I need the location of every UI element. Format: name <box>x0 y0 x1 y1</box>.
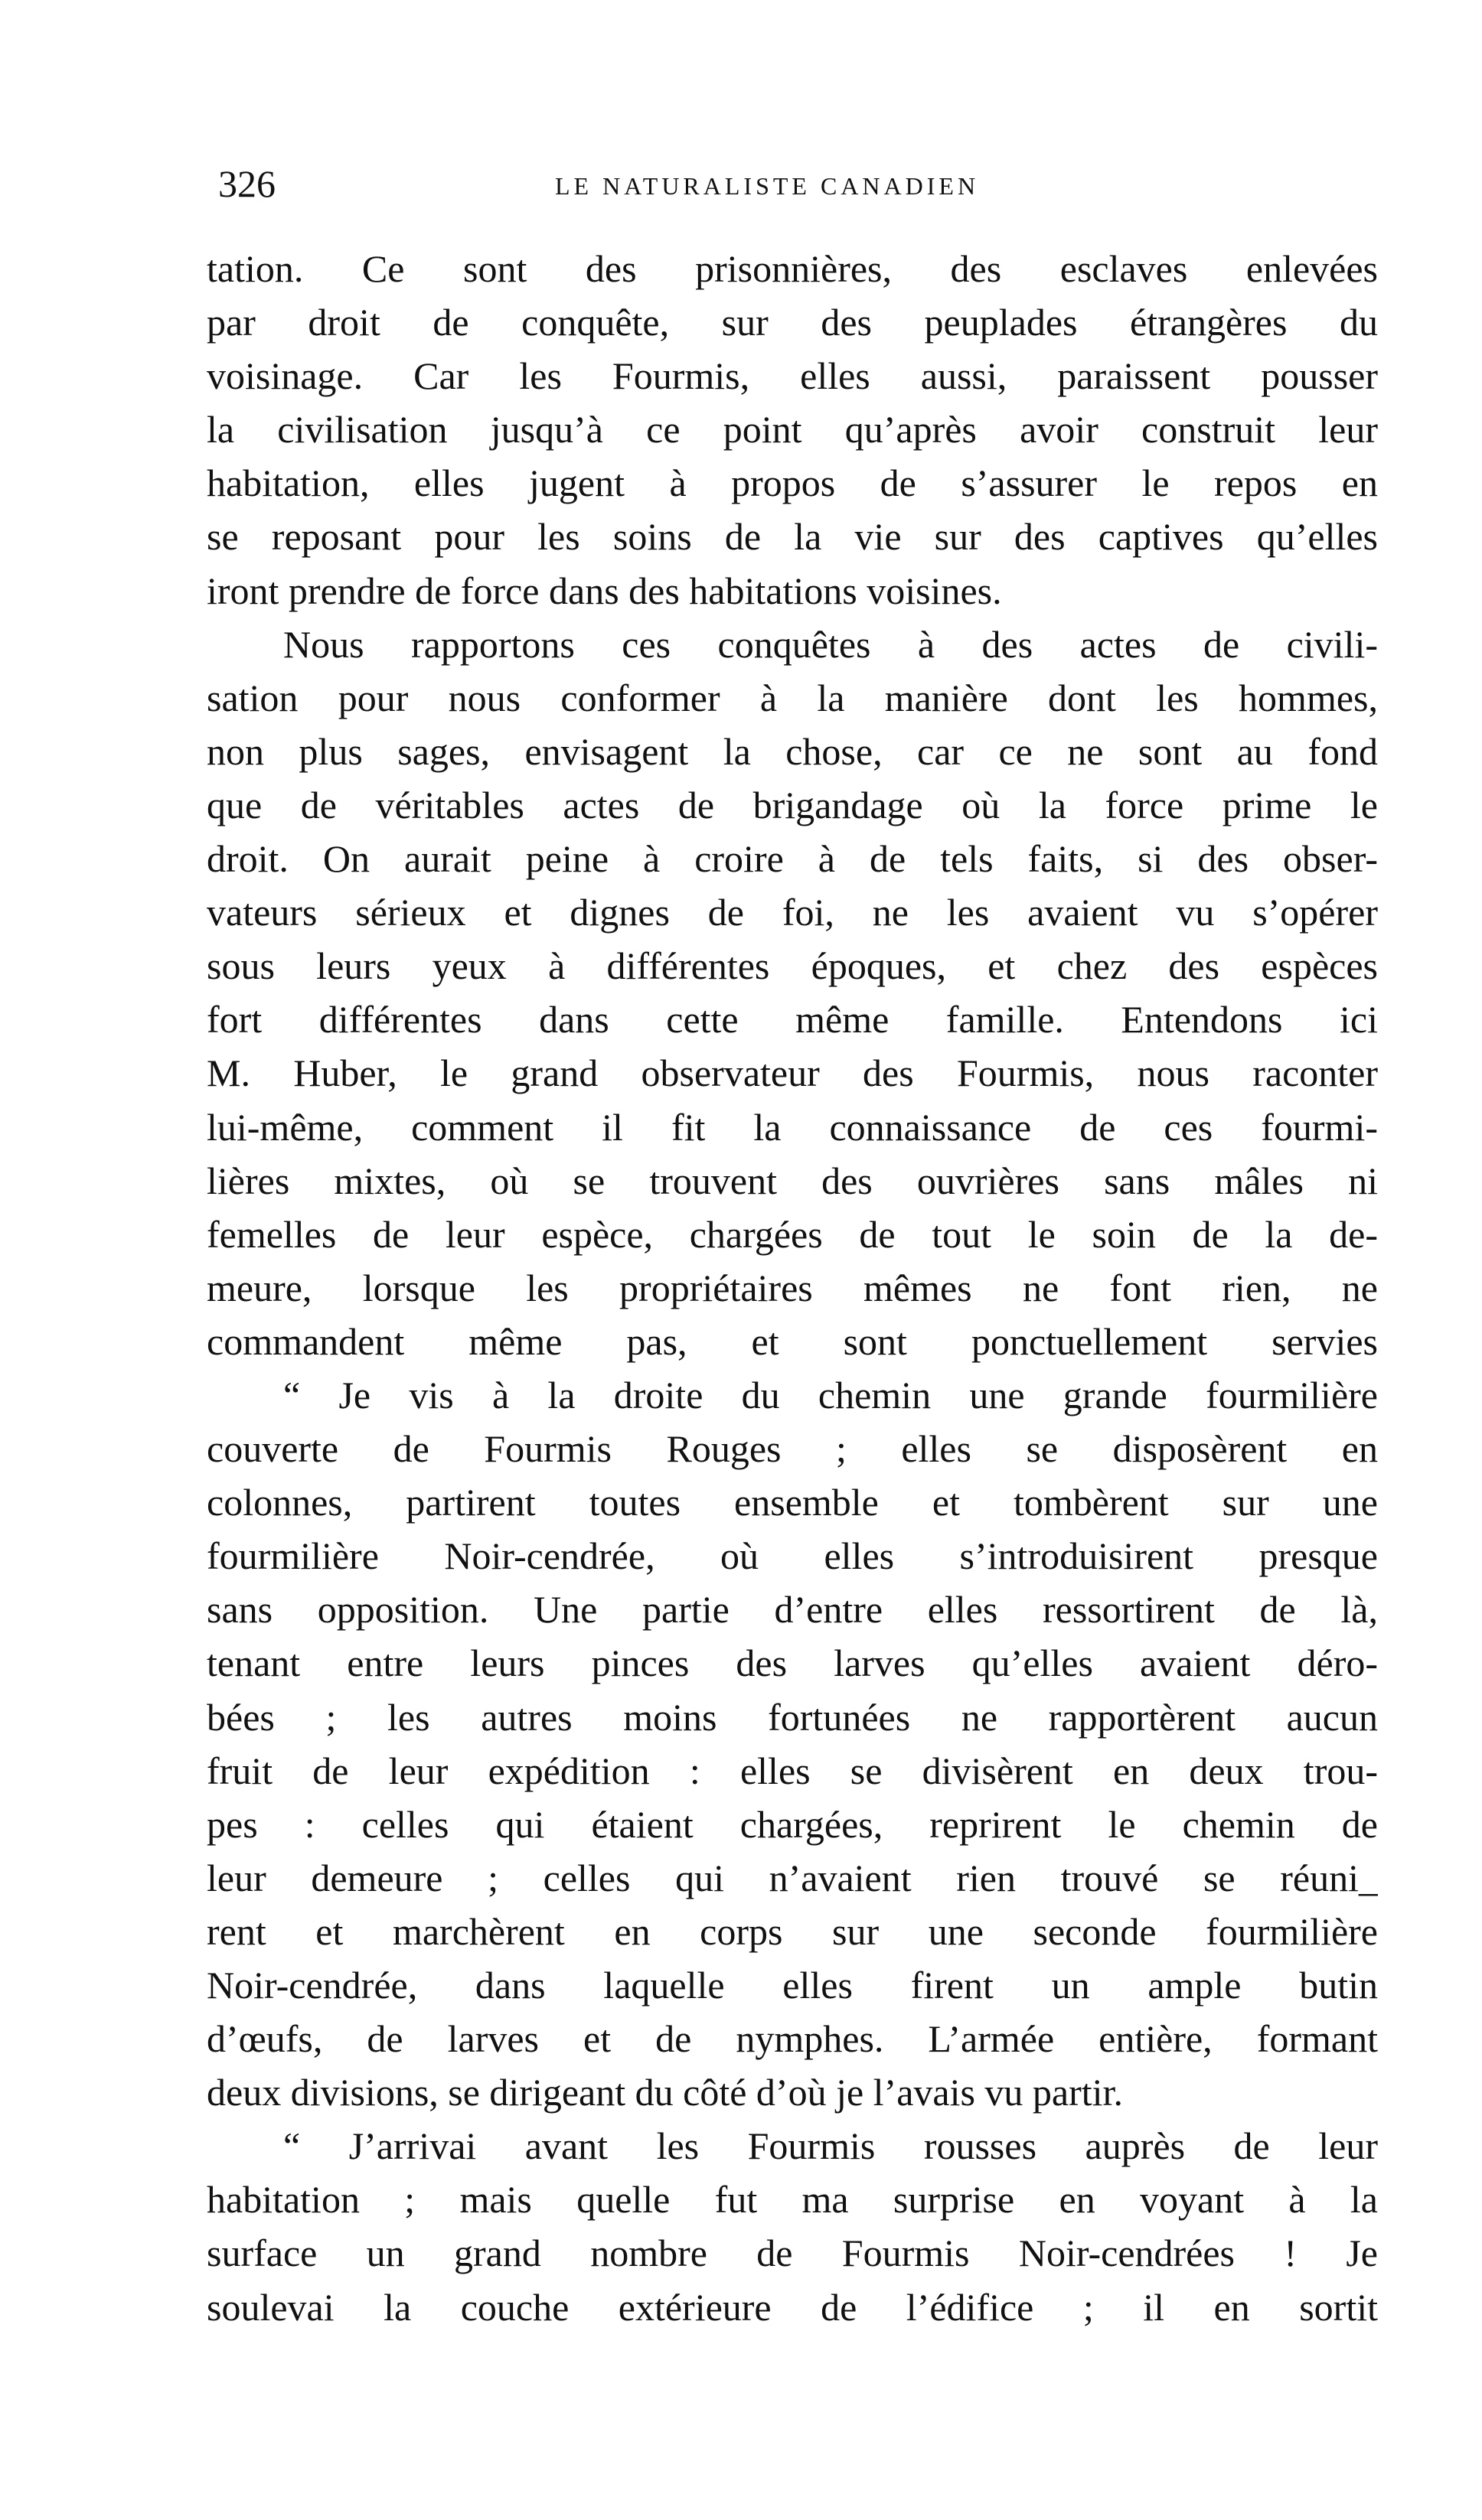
text-line: femelles de leur espèce, chargées de tout le soin de la de- <box>207 1212 1378 1256</box>
text-line: fruit de leur expédition : elles se divisèrent en deux trou- <box>207 1749 1378 1792</box>
page-header <box>218 161 1389 207</box>
text-line: habitation, elles jugent à propos de s’assurer le repos en <box>207 461 1378 505</box>
text-line: se reposant pour les soins de la vie sur des captives qu’elles <box>207 515 1378 559</box>
text-line: vateurs sérieux et dignes de foi, ne les avaient vu s’opérer <box>207 891 1378 934</box>
text-line: habitation ; mais quelle fut ma surprise en voyant à la <box>207 2178 1378 2222</box>
text-line: que de véritables actes de brigandage où la force prime le <box>207 783 1378 826</box>
text-line: sans opposition. Une partie d’entre elles ressortirent de là, <box>207 1588 1378 1632</box>
text-line: d’œufs, de larves et de nymphes. L’armée entière, formant <box>207 2017 1378 2061</box>
text-line: commandent même pas, et sont ponctuellement servies <box>207 1319 1378 1363</box>
text-line: fort différentes dans cette même famille. Entendons ici <box>207 998 1378 1042</box>
text-line: fourmilière Noir-cendrée, où elles s’introduisirent presque <box>207 1534 1378 1578</box>
text-line: colonnes, partirent toutes ensemble et tombèrent sur une <box>207 1481 1378 1524</box>
text-line: Noir-cendrée, dans laquelle elles firent un ample butin <box>207 1964 1378 2007</box>
text-line: lui-même, comment il fit la connaissance de ces fourmi- <box>207 1105 1378 1149</box>
text-line: “ J’arrivai avant les Fourmis rousses auprès de leur <box>283 2124 1378 2168</box>
text-line: soulevai la couche extérieure de l’édifice ; il en sortit <box>207 2285 1378 2329</box>
text-line: sation pour nous conformer à la manière dont les hommes, <box>207 676 1378 719</box>
text-line: voisinage. Car les Fourmis, elles aussi, paraissent pousser <box>207 354 1378 398</box>
running-head: LE NATURALISTE CANADIEN <box>555 172 980 200</box>
text-line: lières mixtes, où se trouvent des ouvrières sans mâles ni <box>207 1159 1378 1202</box>
text-line: surface un grand nombre de Fourmis Noir-cendrées ! Je <box>207 2231 1378 2275</box>
text-line: bées ; les autres moins fortunées ne rapportèrent aucun <box>207 1695 1378 1739</box>
text-line: par droit de conquête, sur des peuplades étrangères du <box>207 301 1378 344</box>
text-line: M. Huber, le grand observateur des Fourmis, nous raconter <box>207 1051 1378 1095</box>
text-line: couverte de Fourmis Rouges ; elles se disposèrent en <box>207 1427 1378 1471</box>
text-line: la civilisation jusqu’à ce point qu’après avoir construit leur <box>207 408 1378 452</box>
text-line: sous leurs yeux à différentes époques, et chez des espèces <box>207 944 1378 988</box>
text-line: Nous rapportons ces conquêtes à des actes de civili- <box>283 622 1378 666</box>
text-line: droit. On aurait peine à croire à de tels faits, si des obser- <box>207 837 1378 881</box>
text-line: leur demeure ; celles qui n’avaient rien trouvé se réuni_ <box>207 1856 1378 1899</box>
text-line: tenant entre leurs pinces des larves qu’elles avaient déro- <box>207 1641 1378 1685</box>
page-number: 326 <box>218 162 276 205</box>
text-line: “ Je vis à la droite du chemin une grande fourmilière <box>283 1373 1378 1416</box>
text-line: deux divisions, se dirigeant du côté d’où je l’avais vu partir. <box>207 2071 1123 2114</box>
text-line: iront prendre de force dans des habitations voisines. <box>207 569 1002 612</box>
text-line: meure, lorsque les propriétaires mêmes ne font rien, ne <box>207 1266 1378 1309</box>
body-text <box>207 242 1378 2334</box>
text-line: rent et marchèrent en corps sur une seconde fourmilière <box>207 1909 1378 1953</box>
text-line: pes : celles qui étaient chargées, reprirent le chemin de <box>207 1802 1378 1846</box>
text-line: tation. Ce sont des prisonnières, des esclaves enlevées <box>207 247 1378 290</box>
text-line: non plus sages, envisagent la chose, car ce ne sont au fond <box>207 729 1378 773</box>
